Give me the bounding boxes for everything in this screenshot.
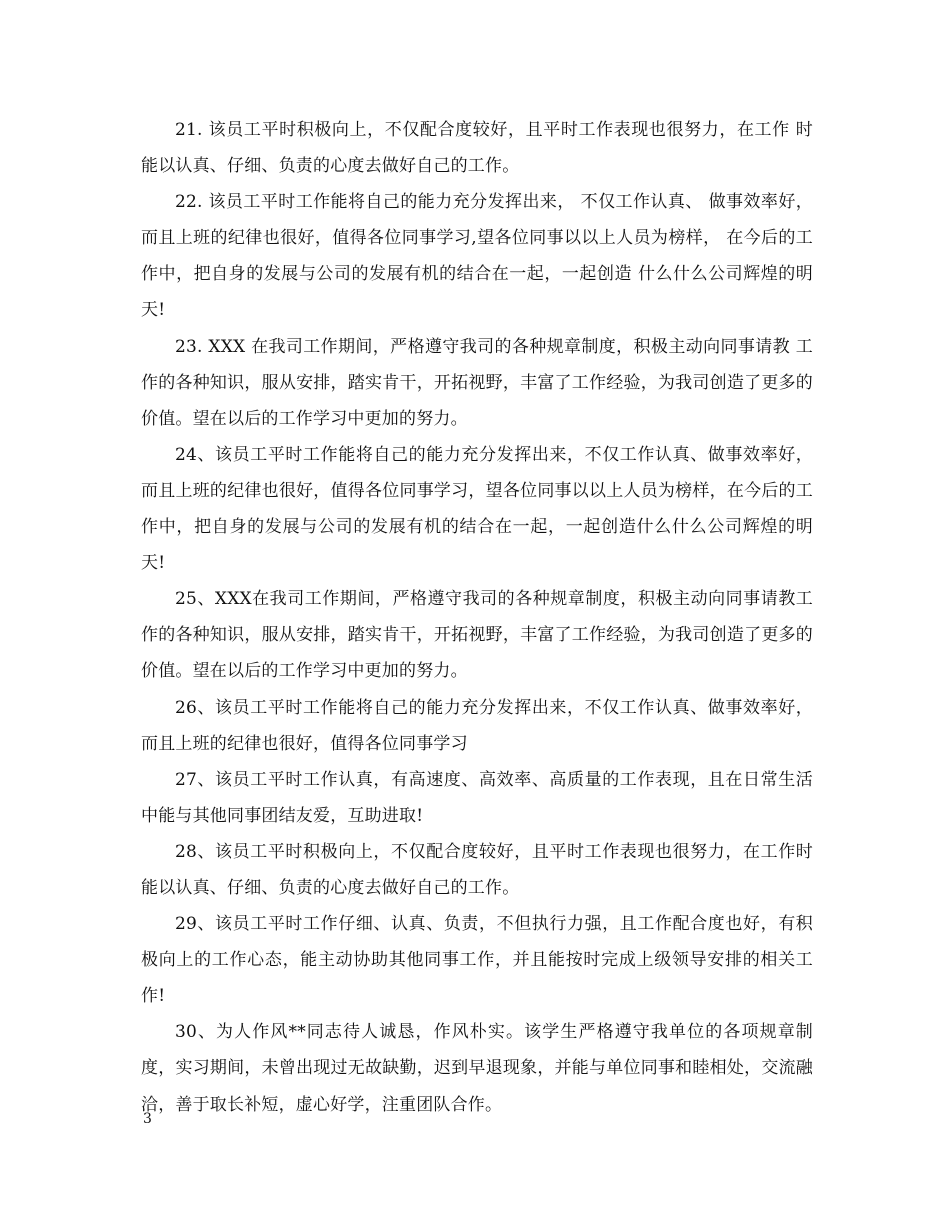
paragraph-30: 30、为人作风**同志待人诚恳，作风朴实。该学生严格遵守我单位的各项规章制度，实习期间，未曾出现过无故缺勤，迟到早退现象，并能与单位同事和睦相处，交流融洽，善于取长补短，虚心好学，注重团队合作。 (141, 1022, 813, 1115)
paragraph-24: 24、该员工平时工作能将自己的能力充分发挥出来，不仅工作认真、做事效率好，而且上班的纪律也很好，值得各位同事学习，望各位同事以以上人员为榜样，在今后的工作中，把自身的发展与公司的发展有机的结合在一起，一起创造什么什么公司辉煌的明天! (141, 444, 813, 574)
paragraph-25: 25、XXX在我司工作期间，严格遵守我司的各种规章制度，积极主动向同事请教工作的各种知识，服从安排，踏实肯干，开拓视野，丰富了工作经验，为我司创造了更多的价值。望在以后的工作学习中更加的努力。 (141, 589, 813, 682)
paragraph-27: 27、该员工平时工作认真，有高速度、高效率、高质量的工作表现，且在日常生活中能与其他同事团结友爱，互助进取! (141, 769, 813, 826)
paragraph-26: 26、该员工平时工作能将自己的能力充分发挥出来，不仅工作认真、做事效率好，而且上班的纪律也很好，值得各位同事学习 (141, 697, 813, 754)
paragraph-28: 28、该员工平时积极向上，不仅配合度较好，且平时工作表现也很努力，在工作时能以认真、仔细、负责的心度去做好自己的工作。 (141, 841, 813, 898)
paragraph-23: 23. XXX 在我司工作期间，严格遵守我司的各种规章制度，积极主动向同事请教 工作的各种知识，服从安排，踏实肯干，开拓视野，丰富了工作经验，为我司创造了更多的价值。望在以后的工作学习中更加的努力。 (141, 336, 813, 429)
paragraph-29: 29、该员工平时工作仔细、认真、负责，不但执行力强，且工作配合度也好，有积极向上的工作心态，能主动协助其他同事工作，并且能按时完成上级领导安排的相关工作! (141, 914, 813, 1007)
document-body (141, 112, 813, 1123)
paragraph-21: 21. 该员工平时积极向上，不仅配合度较好，且平时工作表现也很努力，在工作 时能以认真、仔细、负责的心度去做好自己的工作。 (141, 120, 813, 177)
paragraph-22: 22. 该员工平时工作能将自己的能力充分发挥出来， 不仅工作认真、 做事效率好， 而且上班的纪律也很好，值得各位同事学习,望各位同事以以上人员为榜样， 在今后的工作中，把自身的发展与公司的发展有机的结合在一起，一起创造 什么什么公司辉煌的明天! (141, 192, 813, 321)
page-number: 3 (143, 1111, 152, 1127)
